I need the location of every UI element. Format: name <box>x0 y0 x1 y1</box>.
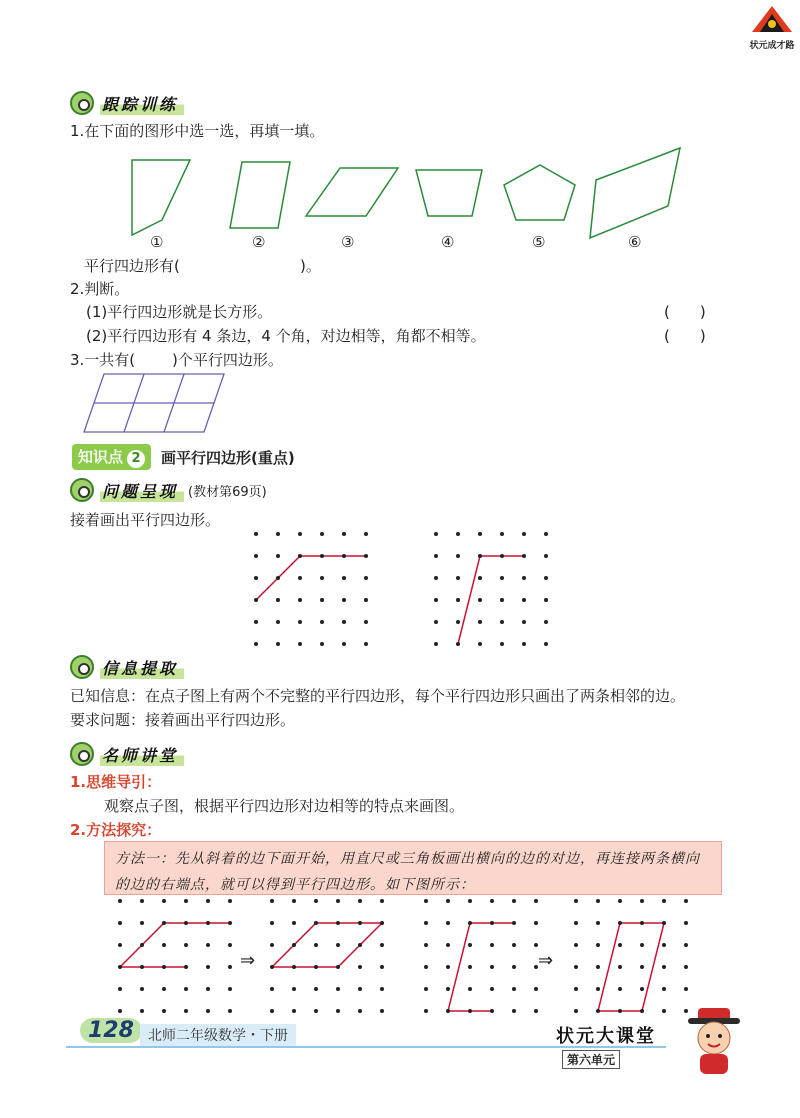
grid-dot <box>456 576 460 580</box>
grid-dot <box>270 921 274 925</box>
grid-dot <box>478 598 482 602</box>
arrow-2: ⇒ <box>538 950 554 971</box>
grid-dot <box>358 1009 362 1013</box>
grid-dot <box>298 642 302 646</box>
grid-dot <box>206 987 210 991</box>
grid-dot <box>342 620 346 624</box>
shape-label-1: ① <box>150 233 164 251</box>
section-info-title: 信息提取 <box>100 656 184 679</box>
grid-dot <box>434 532 438 536</box>
method-text: 方法一：先从斜着的边下面开始，用直尺或三角板画出横向的边的对边，再连接两条横向的边的右端点，就可以得到平行四边形。如下图所示： <box>115 851 700 893</box>
section-problem-title: 问题呈现 <box>100 479 184 502</box>
grid-dot <box>162 987 166 991</box>
grid-dot <box>314 899 318 903</box>
grid-dot <box>228 1009 232 1013</box>
grid-dot <box>490 899 494 903</box>
grid-dot <box>512 921 516 925</box>
grid-dot <box>618 899 622 903</box>
grid-dot <box>424 965 428 969</box>
cartoon-icon <box>70 655 94 679</box>
grid-dot <box>118 943 122 947</box>
shape-1 <box>132 160 190 235</box>
cartoon-icon <box>70 478 94 502</box>
knowledge-title: 画平行四边形(重点) <box>161 448 295 467</box>
logo <box>748 4 796 50</box>
logo-emblem-icon <box>748 4 796 34</box>
shape-5 <box>504 165 575 220</box>
grid-dot <box>596 1009 600 1013</box>
grid-dot <box>270 943 274 947</box>
q3-grid-figure <box>80 372 230 434</box>
grid-dot <box>618 943 622 947</box>
grid-dot <box>342 554 346 558</box>
grid-dot <box>500 642 504 646</box>
unit-label: 第六单元 <box>562 1050 620 1069</box>
grid-dot <box>424 899 428 903</box>
grid-dot <box>534 899 538 903</box>
grid-dot <box>336 1009 340 1013</box>
grid-dot <box>162 921 166 925</box>
grid-dot <box>320 554 324 558</box>
grid-dot <box>490 1009 494 1013</box>
q3-prompt-a: 3.一共有( <box>70 351 136 369</box>
drawn-edge <box>120 923 230 967</box>
grid-dot <box>468 1009 472 1013</box>
grid-dot <box>596 921 600 925</box>
grid-dot <box>270 965 274 969</box>
grid-dot <box>336 965 340 969</box>
grid-dot <box>320 532 324 536</box>
grid-dot <box>478 642 482 646</box>
grid-dot <box>292 943 296 947</box>
grid-dot <box>544 576 548 580</box>
grid-dot <box>380 899 384 903</box>
grid-dot <box>456 598 460 602</box>
grid-dot <box>162 943 166 947</box>
section-info-header <box>70 655 184 679</box>
grid-dot <box>270 987 274 991</box>
drawn-edge <box>256 556 366 600</box>
knowledge-tag-label: 知识点 <box>78 448 124 466</box>
grid-dot <box>358 987 362 991</box>
grid-dot <box>596 899 600 903</box>
grid-dot <box>184 1009 188 1013</box>
grid-dot <box>314 921 318 925</box>
grid-dot <box>320 642 324 646</box>
grid-dot <box>206 899 210 903</box>
grid-dot <box>314 1009 318 1013</box>
grid-dot <box>512 1009 516 1013</box>
grid-dot <box>118 987 122 991</box>
grid-dot <box>640 987 644 991</box>
grid-dot <box>544 642 548 646</box>
grid-dot <box>490 921 494 925</box>
q1-answer-close: )。 <box>300 257 321 275</box>
grid-dot <box>478 554 482 558</box>
grid-dot <box>490 987 494 991</box>
info-line-1: 已知信息：在点子图上有两个不完整的平行四边形，每个平行四边形只画出了两条相邻的边。 <box>70 687 686 705</box>
grid-dot <box>500 554 504 558</box>
grid-dot <box>118 921 122 925</box>
q2-item-1: (1)平行四边形就是长方形。 <box>86 303 273 321</box>
q2-prompt: 2.判断。 <box>70 280 130 298</box>
shape-label-4: ④ <box>441 233 455 251</box>
grid-dot <box>342 642 346 646</box>
grid-dot <box>320 620 324 624</box>
grid-dot <box>684 921 688 925</box>
grid-dot <box>118 899 122 903</box>
grid-dot <box>364 532 368 536</box>
section-problem-header <box>70 478 267 502</box>
grid-dot <box>254 620 258 624</box>
grid-dot <box>336 943 340 947</box>
section-teacher-title: 名师讲堂 <box>100 743 184 766</box>
grid-dot <box>500 598 504 602</box>
cartoon-icon <box>70 91 94 115</box>
grid-dot <box>364 554 368 558</box>
grid-dot <box>292 987 296 991</box>
shape-6 <box>590 148 680 238</box>
grid-dot <box>336 899 340 903</box>
grid-dot <box>500 532 504 536</box>
grid-dot <box>574 965 578 969</box>
grid-dot <box>662 943 666 947</box>
grid-dot <box>276 554 280 558</box>
grid-dot <box>342 576 346 580</box>
grid-dot <box>424 1009 428 1013</box>
grid-dot <box>684 965 688 969</box>
grid-dot <box>522 642 526 646</box>
grid-dot <box>140 965 144 969</box>
shape-label-5: ⑤ <box>532 233 546 251</box>
grid-dot <box>276 642 280 646</box>
grid-dot <box>140 943 144 947</box>
grid-dot <box>684 899 688 903</box>
shape-3 <box>306 168 398 216</box>
shape-label-6: ⑥ <box>628 233 642 251</box>
grid-dot <box>522 532 526 536</box>
grid-dot <box>456 620 460 624</box>
grid-dot <box>456 532 460 536</box>
grid-dot <box>512 987 516 991</box>
grid-dot <box>662 1009 666 1013</box>
grid-dot <box>298 554 302 558</box>
grid-dot <box>512 899 516 903</box>
grid-dot <box>380 921 384 925</box>
grid-dot <box>478 576 482 580</box>
grid-dot <box>184 899 188 903</box>
grid-dot <box>490 943 494 947</box>
grid-dot <box>640 921 644 925</box>
cartoon-icon <box>70 742 94 766</box>
section-teacher-header <box>70 742 184 766</box>
section-track-title: 跟踪训练 <box>100 92 184 115</box>
grid-dot <box>206 921 210 925</box>
guide-text: 观察点子图，根据平行四边形对边相等的特点来画图。 <box>104 797 465 815</box>
grid-dot <box>298 532 302 536</box>
grid-dot <box>292 899 296 903</box>
grid-dot <box>446 987 450 991</box>
grid-dot <box>618 1009 622 1013</box>
shape-label-3: ③ <box>341 233 355 251</box>
grid-dot <box>380 965 384 969</box>
grid-dot <box>314 943 318 947</box>
grid-dot <box>206 943 210 947</box>
grid-dot <box>500 576 504 580</box>
grid-dot <box>468 899 472 903</box>
problem-text: 接着画出平行四边形。 <box>70 511 221 529</box>
method-grid-1 <box>114 895 234 1015</box>
grid-dot <box>342 532 346 536</box>
grid-dot <box>544 532 548 536</box>
grid-dot <box>534 943 538 947</box>
grid-dot <box>358 965 362 969</box>
grid-dot <box>206 1009 210 1013</box>
grid-dot <box>478 620 482 624</box>
grid-dot <box>662 899 666 903</box>
grid-dot <box>314 965 318 969</box>
grid-dot <box>140 899 144 903</box>
grid-dot <box>618 921 622 925</box>
grid-dot <box>544 598 548 602</box>
grid-dot <box>358 943 362 947</box>
grid-dot <box>314 987 318 991</box>
grid-dot <box>662 921 666 925</box>
grid-dot <box>468 921 472 925</box>
grid-dot <box>456 554 460 558</box>
problem-dot-grid-right <box>430 528 550 648</box>
grid-dot <box>336 921 340 925</box>
grid-dot <box>446 943 450 947</box>
grid-dot <box>574 987 578 991</box>
grid-dot <box>276 620 280 624</box>
grid-dot <box>292 921 296 925</box>
info-line-2: 要求问题：接着画出平行四边形。 <box>70 711 296 729</box>
grid-dot <box>434 554 438 558</box>
grid-dot <box>522 576 526 580</box>
knowledge-header <box>72 444 295 470</box>
grid-dot <box>364 642 368 646</box>
grid-dot <box>270 899 274 903</box>
grid-dot <box>358 921 362 925</box>
grid-dot <box>490 965 494 969</box>
grid-dot <box>434 620 438 624</box>
q2-bracket-1: ( ) <box>664 303 706 321</box>
grid-dot <box>640 965 644 969</box>
drawn-edge <box>272 923 382 967</box>
grid-dot <box>270 1009 274 1013</box>
grid-dot <box>522 598 526 602</box>
logo-text: 状元成才路 <box>749 41 795 51</box>
grid-dot <box>276 532 280 536</box>
grid-dot <box>684 943 688 947</box>
arrow-1: ⇒ <box>240 950 256 971</box>
shape-label-2: ② <box>252 233 266 251</box>
grid-dot <box>254 598 258 602</box>
grid-dot <box>276 576 280 580</box>
grid-dot <box>434 576 438 580</box>
drawn-edge <box>458 556 524 644</box>
grid-dot <box>364 620 368 624</box>
grid-dot <box>380 1009 384 1013</box>
grid-dot <box>424 987 428 991</box>
brand-name: 状元大课堂 <box>556 1026 656 1047</box>
grid-dot <box>364 576 368 580</box>
grid-dot <box>596 943 600 947</box>
grid-dot <box>424 921 428 925</box>
grid-dot <box>206 965 210 969</box>
grid-dot <box>684 987 688 991</box>
grid-dot <box>380 943 384 947</box>
method-grid-2 <box>266 895 386 1015</box>
grid-dot <box>662 965 666 969</box>
grid-dot <box>544 554 548 558</box>
grid-dot <box>512 965 516 969</box>
grid-dot <box>534 987 538 991</box>
q2-item-2: (2)平行四边形有 4 条边，4 个角，对边相等，角都不相等。 <box>86 327 486 345</box>
method-grid-3 <box>420 895 540 1015</box>
q3-prompt-b: )个平行四边形。 <box>172 351 283 369</box>
method-heading: 2.方法探究： <box>70 821 162 839</box>
grid-dot <box>118 965 122 969</box>
grid-dot <box>184 921 188 925</box>
grid-dot <box>320 576 324 580</box>
grid-dot <box>446 1009 450 1013</box>
grid-dot <box>184 987 188 991</box>
grid-dot <box>228 965 232 969</box>
grid-dot <box>512 943 516 947</box>
section-problem-source: (教材第69页) <box>188 484 267 500</box>
q1-answer-open: 平行四边形有( <box>84 257 180 275</box>
grid-dot <box>574 899 578 903</box>
grid-dot <box>140 987 144 991</box>
q2-bracket-2: ( ) <box>664 327 706 345</box>
knowledge-tag <box>72 444 151 470</box>
grid-dot <box>254 576 258 580</box>
grid-dot <box>446 899 450 903</box>
section-track-header <box>70 91 184 115</box>
grid-dot <box>456 642 460 646</box>
grid-dot <box>140 1009 144 1013</box>
grid-dot <box>640 943 644 947</box>
grid-dot <box>640 899 644 903</box>
grid-dot <box>434 598 438 602</box>
shape-4 <box>416 170 482 216</box>
grid-dot <box>468 965 472 969</box>
grid-dot <box>534 921 538 925</box>
grid-dot <box>292 965 296 969</box>
grid-dot <box>320 598 324 602</box>
grid-dot <box>522 554 526 558</box>
grid-dot <box>162 899 166 903</box>
problem-dot-grid-left <box>250 528 370 648</box>
shape-2 <box>230 162 290 228</box>
grid-dot <box>596 987 600 991</box>
grid-dot <box>468 943 472 947</box>
grid-dot <box>228 987 232 991</box>
drawn-edge <box>448 923 514 1011</box>
knowledge-num: 2 <box>127 450 145 468</box>
grid-dot <box>596 965 600 969</box>
guide-heading: 1.思维导引： <box>70 773 162 791</box>
grid-dot <box>228 921 232 925</box>
grid-dot <box>298 598 302 602</box>
grid-dot <box>162 965 166 969</box>
grid-dot <box>228 899 232 903</box>
grid-dot <box>298 576 302 580</box>
grid-dot <box>640 1009 644 1013</box>
q1-prompt: 1.在下面的图形中选一选，再填一填。 <box>70 122 325 140</box>
grid-dot <box>380 987 384 991</box>
grid-dot <box>468 987 472 991</box>
method-grid-4 <box>570 895 690 1015</box>
grid-dot <box>618 987 622 991</box>
drawn-edge <box>598 923 664 1011</box>
grid-dot <box>434 642 438 646</box>
grid-dot <box>364 598 368 602</box>
grid-dot <box>446 921 450 925</box>
grid-dot <box>424 943 428 947</box>
grid-dot <box>254 554 258 558</box>
grid-dot <box>336 987 340 991</box>
grid-dot <box>544 620 548 624</box>
grid-dot <box>574 1009 578 1013</box>
grid-dot <box>228 943 232 947</box>
grid-dot <box>522 620 526 624</box>
grid-dot <box>140 921 144 925</box>
grid-dot <box>618 965 622 969</box>
grid-dot <box>254 532 258 536</box>
grid-dot <box>478 532 482 536</box>
grid-dot <box>292 1009 296 1013</box>
grid-dot <box>574 921 578 925</box>
grid-dot <box>254 642 258 646</box>
grid-dot <box>574 943 578 947</box>
grid-dot <box>184 965 188 969</box>
grid-dot <box>500 620 504 624</box>
grid-dot <box>184 943 188 947</box>
grid-dot <box>662 987 666 991</box>
grid-dot <box>342 598 346 602</box>
grid-dot <box>276 598 280 602</box>
mascot-icon <box>684 1006 744 1076</box>
page-number: 128 <box>80 1018 142 1043</box>
q1-figures <box>120 140 700 252</box>
grid-dot <box>118 1009 122 1013</box>
grid-dot <box>298 620 302 624</box>
method-box <box>104 841 722 895</box>
grid-dot <box>534 1009 538 1013</box>
grid-dot <box>162 1009 166 1013</box>
grid-dot <box>358 899 362 903</box>
grid-dot <box>446 965 450 969</box>
book-title: 北师二年级数学・下册 <box>140 1024 296 1046</box>
